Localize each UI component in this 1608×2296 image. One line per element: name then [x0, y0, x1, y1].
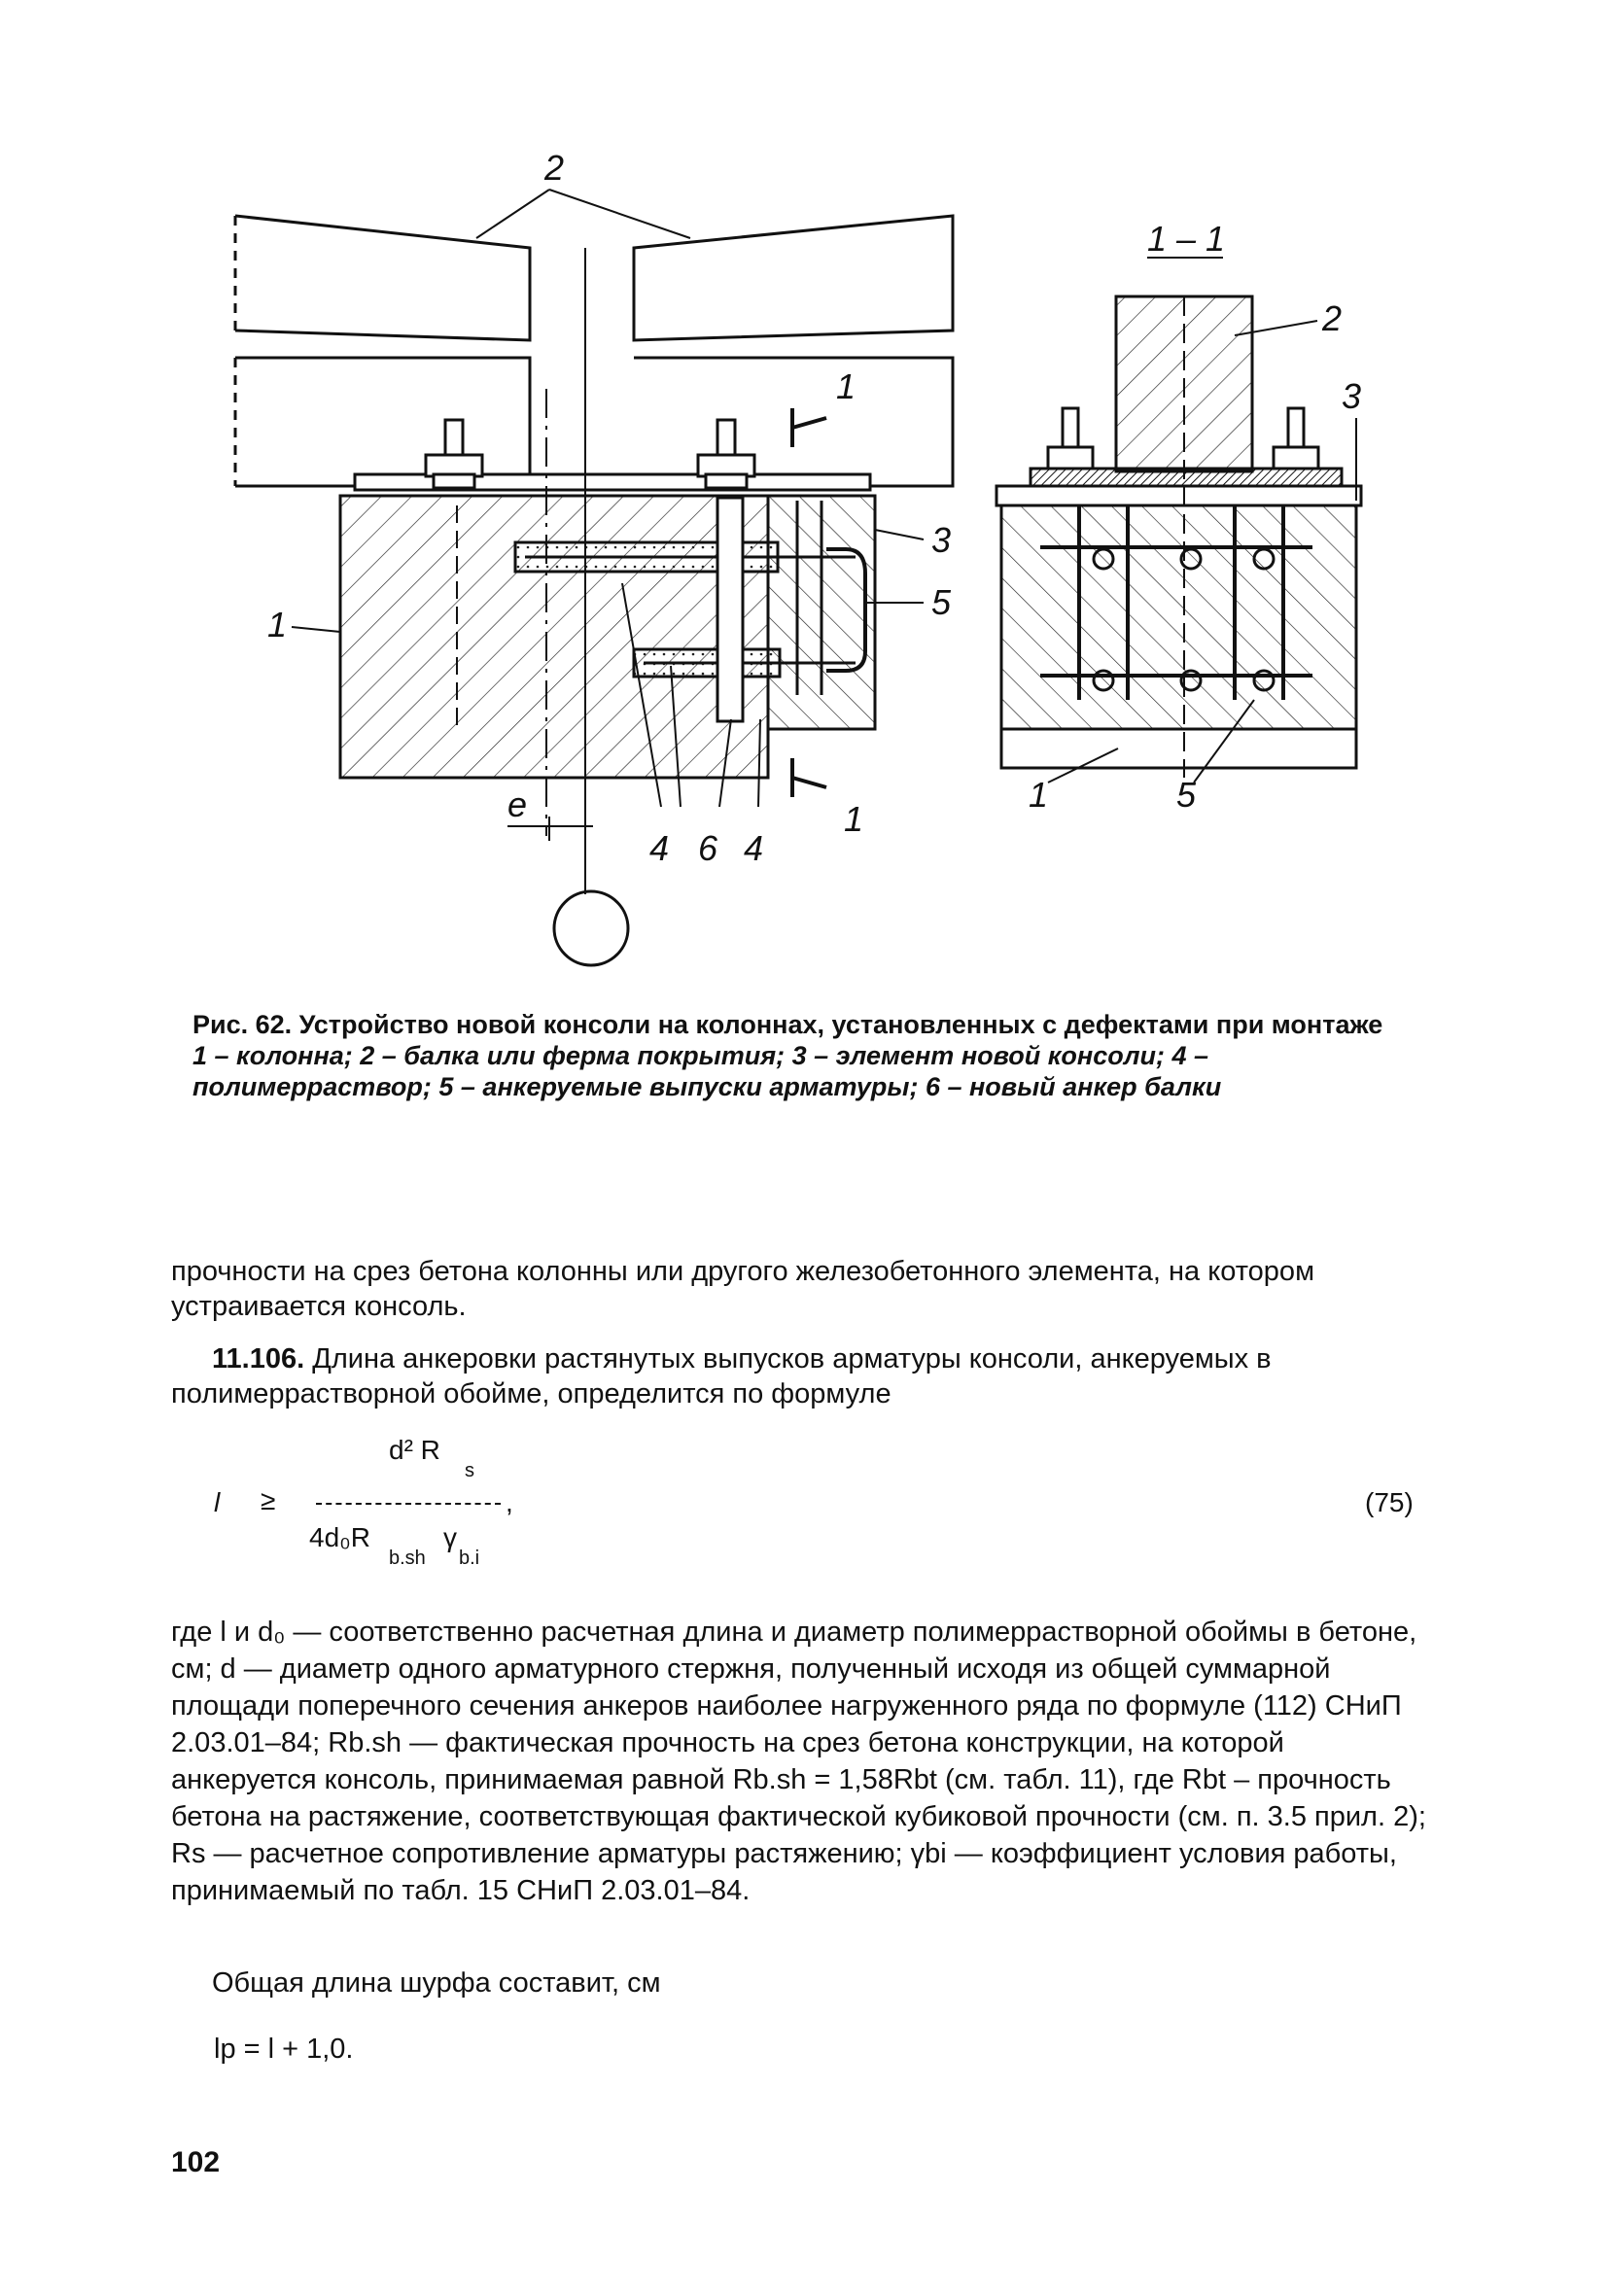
paragraph-3: где l и d₀ — соответственно расчетная длина и диаметр полимеррастворной обоймы в бетоне, см; d — диаметр одного арматурного стержня, полученный исходя из общей суммарной площади поперечного сечения анкеров наиболее нагруженного ряда по формуле (112) СНиП 2.03.01–84; Rb.sh — фактическая прочность на срез бетона конструкции, на которой анкеруется консоль, принимаемая равной Rb.sh = 1,58Rbt (см. табл. 11), где Rbt – прочность бетона на растяжение, соответствующая фактической кубиковой прочности (см. п. 3.5 прил. 2); Rs — расчетное сопротивление арматуры растяжению; γbi — коэффициент условия работы, принимаемый по табл. 15 СНиП 2.03.01–84. — [171, 1617, 1426, 1906]
bolt-right — [698, 420, 754, 488]
formula-lhs: l — [214, 1487, 221, 1517]
figure-62 — [0, 0, 1608, 982]
clause-number: 11.106. — [212, 1343, 305, 1374]
label-anchors: 5 — [931, 582, 952, 622]
paragraph-2-text: Длина анкеровки растянутых выпусков арматуры консоли, анкеруемых в полимеррастворной обойме, определится по формуле — [171, 1343, 1272, 1409]
paragraph-2 — [171, 1341, 1435, 1411]
section-column — [1001, 505, 1356, 729]
formula-denominator-tail-sub: b.i — [459, 1548, 480, 1569]
label-column: 1 — [267, 605, 288, 644]
section-view — [996, 258, 1361, 783]
section-label-new-element: 3 — [1342, 376, 1362, 416]
section-label-anchors: 5 — [1176, 775, 1197, 815]
formula-denominator: 4d₀R — [309, 1522, 370, 1552]
paragraph-4: Общая длина шурфа составит, см — [212, 1967, 661, 1999]
label-eccentricity: e — [507, 784, 528, 824]
figure-caption — [192, 1009, 1437, 1102]
formula-comma: , — [506, 1487, 513, 1517]
formula-numerator-sub: s — [465, 1460, 474, 1481]
label-polymer-right: 4 — [744, 828, 764, 868]
beam-left — [235, 216, 530, 486]
formula-denominator-tail: γ — [443, 1522, 457, 1552]
fraction-bar — [316, 1503, 501, 1505]
section-label-beam: 2 — [1322, 298, 1343, 338]
section-label-column: 1 — [1029, 775, 1049, 815]
formula-number: (75) — [1365, 1487, 1414, 1517]
section-plate — [1031, 469, 1342, 486]
paragraph-1: прочности на срез бетона колонны или другого железобетонного элемента, на котором устраивается консоль. — [171, 1256, 1315, 1322]
bolt-left — [426, 420, 482, 488]
main-view — [235, 190, 953, 965]
label-section-bottom: 1 — [844, 799, 864, 839]
label-new-anchor: 6 — [698, 828, 718, 868]
load-circle — [554, 891, 628, 965]
formula-2: lp = l + 1,0. — [214, 2034, 354, 2065]
caption-legend: 1 – колонна; 2 – балка или ферма покрытия; 3 – элемент новой консоли; 4 – полимерраствор; 5 – анкеруемые выпуски арматуры; 6 – новый анкер балки — [192, 1041, 1222, 1101]
column-body — [340, 496, 768, 778]
page-number: 102 — [171, 2146, 221, 2178]
formula-75 — [0, 1429, 1608, 1594]
formula-relation: ≥ — [261, 1485, 276, 1515]
formula-numerator: d² R — [389, 1435, 440, 1465]
section-title: 1 – 1 — [1147, 219, 1226, 259]
caption-title: Рис. 62. Устройство новой консоли на колоннах, установленных с дефектами при монтаже — [192, 1010, 1383, 1039]
formula-denominator-sub: b.sh — [389, 1548, 426, 1569]
label-section-top: 1 — [836, 366, 856, 406]
label-polymer-left: 4 — [649, 828, 670, 868]
label-new-element: 3 — [931, 520, 952, 560]
label-beam: 2 — [544, 148, 565, 188]
